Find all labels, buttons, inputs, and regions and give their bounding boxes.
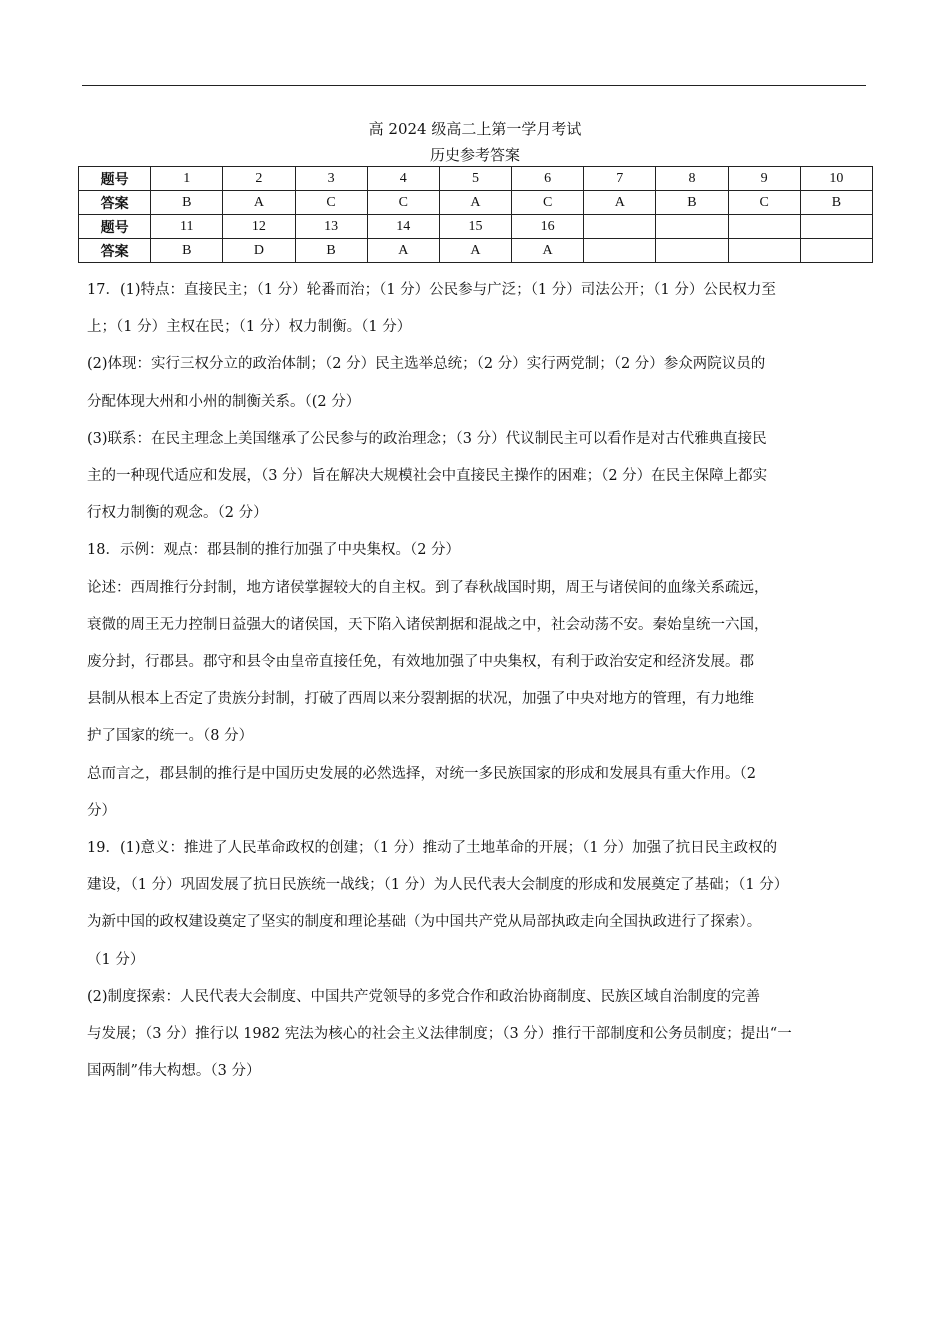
- table-cell: [800, 239, 872, 263]
- text-line: 衰微的周王无力控制日益强大的诸侯国，天下陷入诸侯割据和混战之中，社会动荡不安。秦始皇统一六国，: [87, 616, 769, 633]
- row-label: 答案: [79, 239, 151, 263]
- text-line: 建设，（1 分）巩固发展了抗日民族统一战线；（1 分）为人民代表大会制度的形成和发展奠定了基础；（1 分）: [87, 877, 789, 894]
- text-line: (2)制度探索：人民代表大会制度、中国共产党领导的多党合作和政治协商制度、民族区域自治制度的完善: [87, 988, 761, 1005]
- table-cell: 4: [367, 167, 439, 191]
- table-cell: B: [295, 239, 367, 263]
- table-cell: C: [367, 191, 439, 215]
- table-cell: A: [439, 191, 511, 215]
- table-row: [79, 167, 873, 191]
- table-cell: [584, 215, 656, 239]
- answer-table: [78, 166, 873, 263]
- exam-subtitle: 历史参考答案: [429, 146, 520, 164]
- table-cell: 16: [512, 215, 584, 239]
- text-line: 18．示例：观点：郡县制的推行加强了中央集权。（2 分）: [87, 542, 461, 559]
- table-cell: 14: [367, 215, 439, 239]
- text-line: 主的一种现代适应和发展，（3 分）旨在解决大规模社会中直接民主操作的困难；（2 分）在民主保障上都实: [87, 468, 768, 485]
- text-line: 分）: [87, 802, 116, 819]
- table-cell: A: [512, 239, 584, 263]
- table-cell: C: [728, 191, 800, 215]
- text-line: 行权力制衡的观念。（2 分）: [87, 505, 268, 522]
- table-cell: 13: [295, 215, 367, 239]
- table-row: [79, 191, 873, 215]
- table-cell: 12: [223, 215, 295, 239]
- text-line: 与发展；（3 分）推行以 1982 宪法为核心的社会主义法律制度；（3 分）推行干部制度和公务员制度；提出“一: [87, 1026, 792, 1043]
- table-cell: [656, 239, 728, 263]
- table-cell: 10: [800, 167, 872, 191]
- table-cell: A: [584, 191, 656, 215]
- table-cell: [656, 215, 728, 239]
- text-line: (3)联系：在民主理念上美国继承了公民参与的政治理念；（3 分）代议制民主可以看作是对古代雅典直接民: [87, 430, 767, 447]
- table-cell: D: [223, 239, 295, 263]
- text-line: (2)体现：实行三权分立的政治体制；（2 分）民主选举总统；（2 分）实行两党制；（2 分）参众两院议员的: [87, 356, 766, 373]
- row-label: 答案: [79, 191, 151, 215]
- answer-content: [87, 272, 867, 1090]
- table-cell: A: [223, 191, 295, 215]
- table-cell: C: [295, 191, 367, 215]
- header-rule: [82, 85, 866, 86]
- table-cell: [584, 239, 656, 263]
- text-line: 上；（1 分）主权在民；（1 分）权力制衡。（1 分）: [87, 319, 412, 336]
- text-line: 论述：西周推行分封制，地方诸侯掌握较大的自主权。到了春秋战国时期，周王与诸侯间的血缘关系疏远，: [87, 579, 769, 596]
- table-cell: A: [367, 239, 439, 263]
- table-cell: B: [151, 191, 223, 215]
- text-line: 19．(1)意义：推进了人民革命政权的创建；（1 分）推动了土地革命的开展；（1 分）加强了抗日民主政权的: [87, 840, 778, 857]
- table-cell: 11: [151, 215, 223, 239]
- exam-title: 高 2024 级高二上第一学月考试: [368, 120, 582, 138]
- table-cell: A: [439, 239, 511, 263]
- table-row: [79, 239, 873, 263]
- table-cell: 7: [584, 167, 656, 191]
- table-cell: [728, 215, 800, 239]
- table-cell: [728, 239, 800, 263]
- text-line: 废分封，行郡县。郡守和县令由皇帝直接任免，有效地加强了中央集权，有利于政治安定和经济发展。郡: [87, 654, 754, 671]
- row-label: 题号: [79, 167, 151, 191]
- table-cell: 3: [295, 167, 367, 191]
- table-cell: [800, 215, 872, 239]
- text-line: 总而言之，郡县制的推行是中国历史发展的必然选择，对统一多民族国家的形成和发展具有重大作用。（2: [87, 765, 756, 782]
- table-cell: 1: [151, 167, 223, 191]
- text-line: （1 分）: [87, 951, 145, 968]
- table-cell: B: [800, 191, 872, 215]
- table-cell: 8: [656, 167, 728, 191]
- text-line: 分配体现大州和小州的制衡关系。（(2 分）: [87, 393, 361, 410]
- text-line: 护了国家的统一。（8 分）: [87, 728, 254, 745]
- table-row: [79, 215, 873, 239]
- table-cell: 6: [512, 167, 584, 191]
- table-cell: 5: [439, 167, 511, 191]
- text-line: 国两制”伟大构想。（3 分）: [87, 1063, 261, 1080]
- text-line: 17．(1)特点：直接民主；（1 分）轮番而治；（1 分）公民参与广泛；（1 分）司法公开；（1 分）公民权力至: [87, 282, 776, 298]
- text-line: 县制从根本上否定了贵族分封制，打破了西周以来分裂割据的状况，加强了中央对地方的管理，有力地维: [87, 691, 754, 708]
- table-cell: B: [151, 239, 223, 263]
- row-label: 题号: [79, 215, 151, 239]
- text-line: 为新中国的政权建设奠定了坚实的制度和理论基础（为中国共产党从局部执政走向全国执政进行了探索）。: [87, 914, 762, 931]
- table-cell: 2: [223, 167, 295, 191]
- table-cell: C: [512, 191, 584, 215]
- table-cell: 9: [728, 167, 800, 191]
- table-cell: B: [656, 191, 728, 215]
- table-cell: 15: [439, 215, 511, 239]
